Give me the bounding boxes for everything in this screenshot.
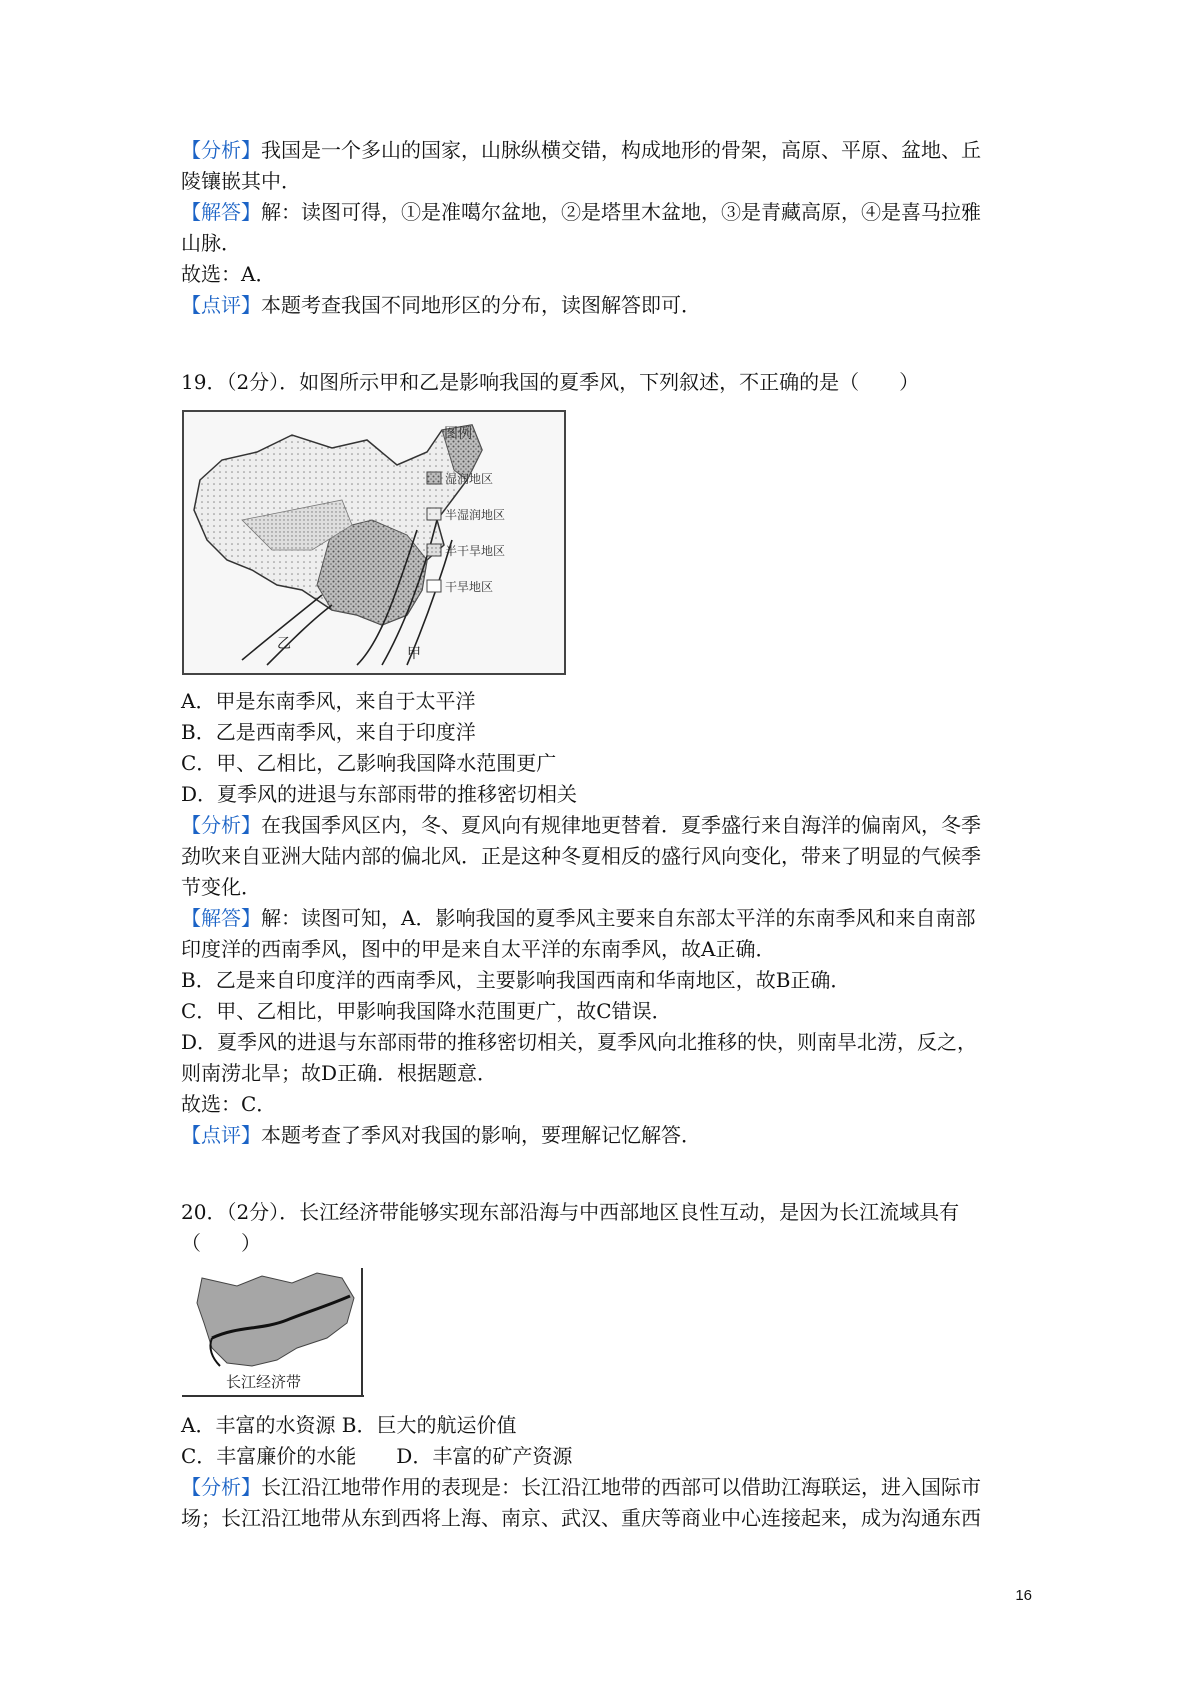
q19-option-c: C．甲、乙相比，乙影响我国降水范围更广	[181, 751, 557, 775]
q19-analysis-line-1: 【分析】在我国季风区内，冬、夏风向有规律地更替着．夏季盛行来自海洋的偏南风，冬季	[181, 813, 981, 837]
q20-options-line-1: A．丰富的水资源 B．巨大的航运价值	[181, 1413, 517, 1437]
answer-tag: 【解答】	[181, 906, 261, 930]
q20-stem-line-2: （ ）	[181, 1231, 261, 1255]
map-caption: 长江经济带	[226, 1373, 302, 1391]
legend-semi-humid: 半湿润地区	[445, 508, 506, 522]
label-jia: 甲	[407, 646, 421, 662]
page-number: 16	[1015, 1587, 1032, 1604]
q19-climate-map	[182, 410, 566, 675]
answer-tag: 【解答】	[181, 200, 261, 224]
comment-tag: 【点评】	[181, 1123, 261, 1147]
label-yi: 乙	[277, 636, 291, 652]
q20-analysis-line-2: 场；长江沿江地带从东到西将上海、南京、武汉、重庆等商业中心连接起来，成为沟通东西	[181, 1506, 981, 1530]
q19-comment: 【点评】本题考查了季风对我国的影响，要理解记忆解答．	[181, 1123, 701, 1147]
q18-answer-line-2: 山脉．	[181, 231, 241, 255]
q19-option-a: A．甲是东南季风，来自于太平洋	[181, 689, 476, 713]
q19-answer-line-3: B．乙是来自印度洋的西南季风，主要影响我国西南和华南地区，故B正确．	[181, 968, 851, 992]
q18-analysis-line-1: 【分析】我国是一个多山的国家，山脉纵横交错，构成地形的骨架，高原、平原、盆地、丘	[181, 138, 981, 162]
q20-yangtze-map	[182, 1268, 364, 1398]
comment-tag: 【点评】	[181, 293, 261, 317]
q18-choice: 故选：A．	[181, 262, 276, 286]
legend-arid: 干旱地区	[445, 580, 494, 594]
legend-semi-arid: 半干旱地区	[445, 544, 506, 558]
q19-stem: 19．（2分）．如图所示甲和乙是影响我国的夏季风，下列叙述，不正确的是（ ）	[181, 370, 920, 394]
legend-humid: 湿润地区	[445, 472, 494, 486]
q18-comment: 【点评】本题考查我国不同地形区的分布，读图解答即可．	[181, 293, 701, 317]
q19-option-b: B．乙是西南季风，来自于印度洋	[181, 720, 476, 744]
analysis-tag: 【分析】	[181, 138, 261, 162]
q19-analysis-line-3: 节变化．	[181, 875, 261, 899]
q20-stem-line-1: 20．（2分）．长江经济带能够实现东部沿海与中西部地区良性互动，是因为长江流域具有	[181, 1200, 960, 1224]
legend-title: 图例	[444, 426, 472, 442]
q19-analysis-line-2: 劲吹来自亚洲大陆内部的偏北风．正是这种冬夏相反的盛行风向变化，带来了明显的气候季	[181, 844, 981, 868]
q20-analysis-line-1: 【分析】长江沿江地带作用的表现是：长江沿江地带的西部可以借助江海联运，进入国际市	[181, 1475, 981, 1499]
q20-options-line-2: C．丰富廉价的水能 D．丰富的矿产资源	[181, 1444, 573, 1468]
analysis-tag: 【分析】	[181, 1475, 261, 1499]
q18-analysis-line-2: 陵镶嵌其中．	[181, 169, 301, 193]
q19-answer-line-1: 【解答】解：读图可知，A．影响我国的夏季风主要来自东部太平洋的东南季风和来自南部	[181, 906, 976, 930]
q19-answer-line-6: 则南涝北旱；故D正确．根据题意．	[181, 1061, 498, 1085]
q19-answer-line-4: C．甲、乙相比，甲影响我国降水范围更广，故C错误．	[181, 999, 672, 1023]
q19-answer-line-5: D．夏季风的进退与东部雨带的推移密切相关，夏季风向北推移的快，则南旱北涝，反之，	[181, 1030, 978, 1054]
q18-answer-line-1: 【解答】解：读图可得，①是准噶尔盆地，②是塔里木盆地，③是青藏高原，④是喜马拉雅	[181, 200, 981, 224]
q19-choice: 故选：C．	[181, 1092, 277, 1116]
analysis-tag: 【分析】	[181, 813, 261, 837]
q19-answer-line-2: 印度洋的西南季风，图中的甲是来自太平洋的东南季风，故A正确．	[181, 937, 776, 961]
q19-option-d: D．夏季风的进退与东部雨带的推移密切相关	[181, 782, 578, 806]
